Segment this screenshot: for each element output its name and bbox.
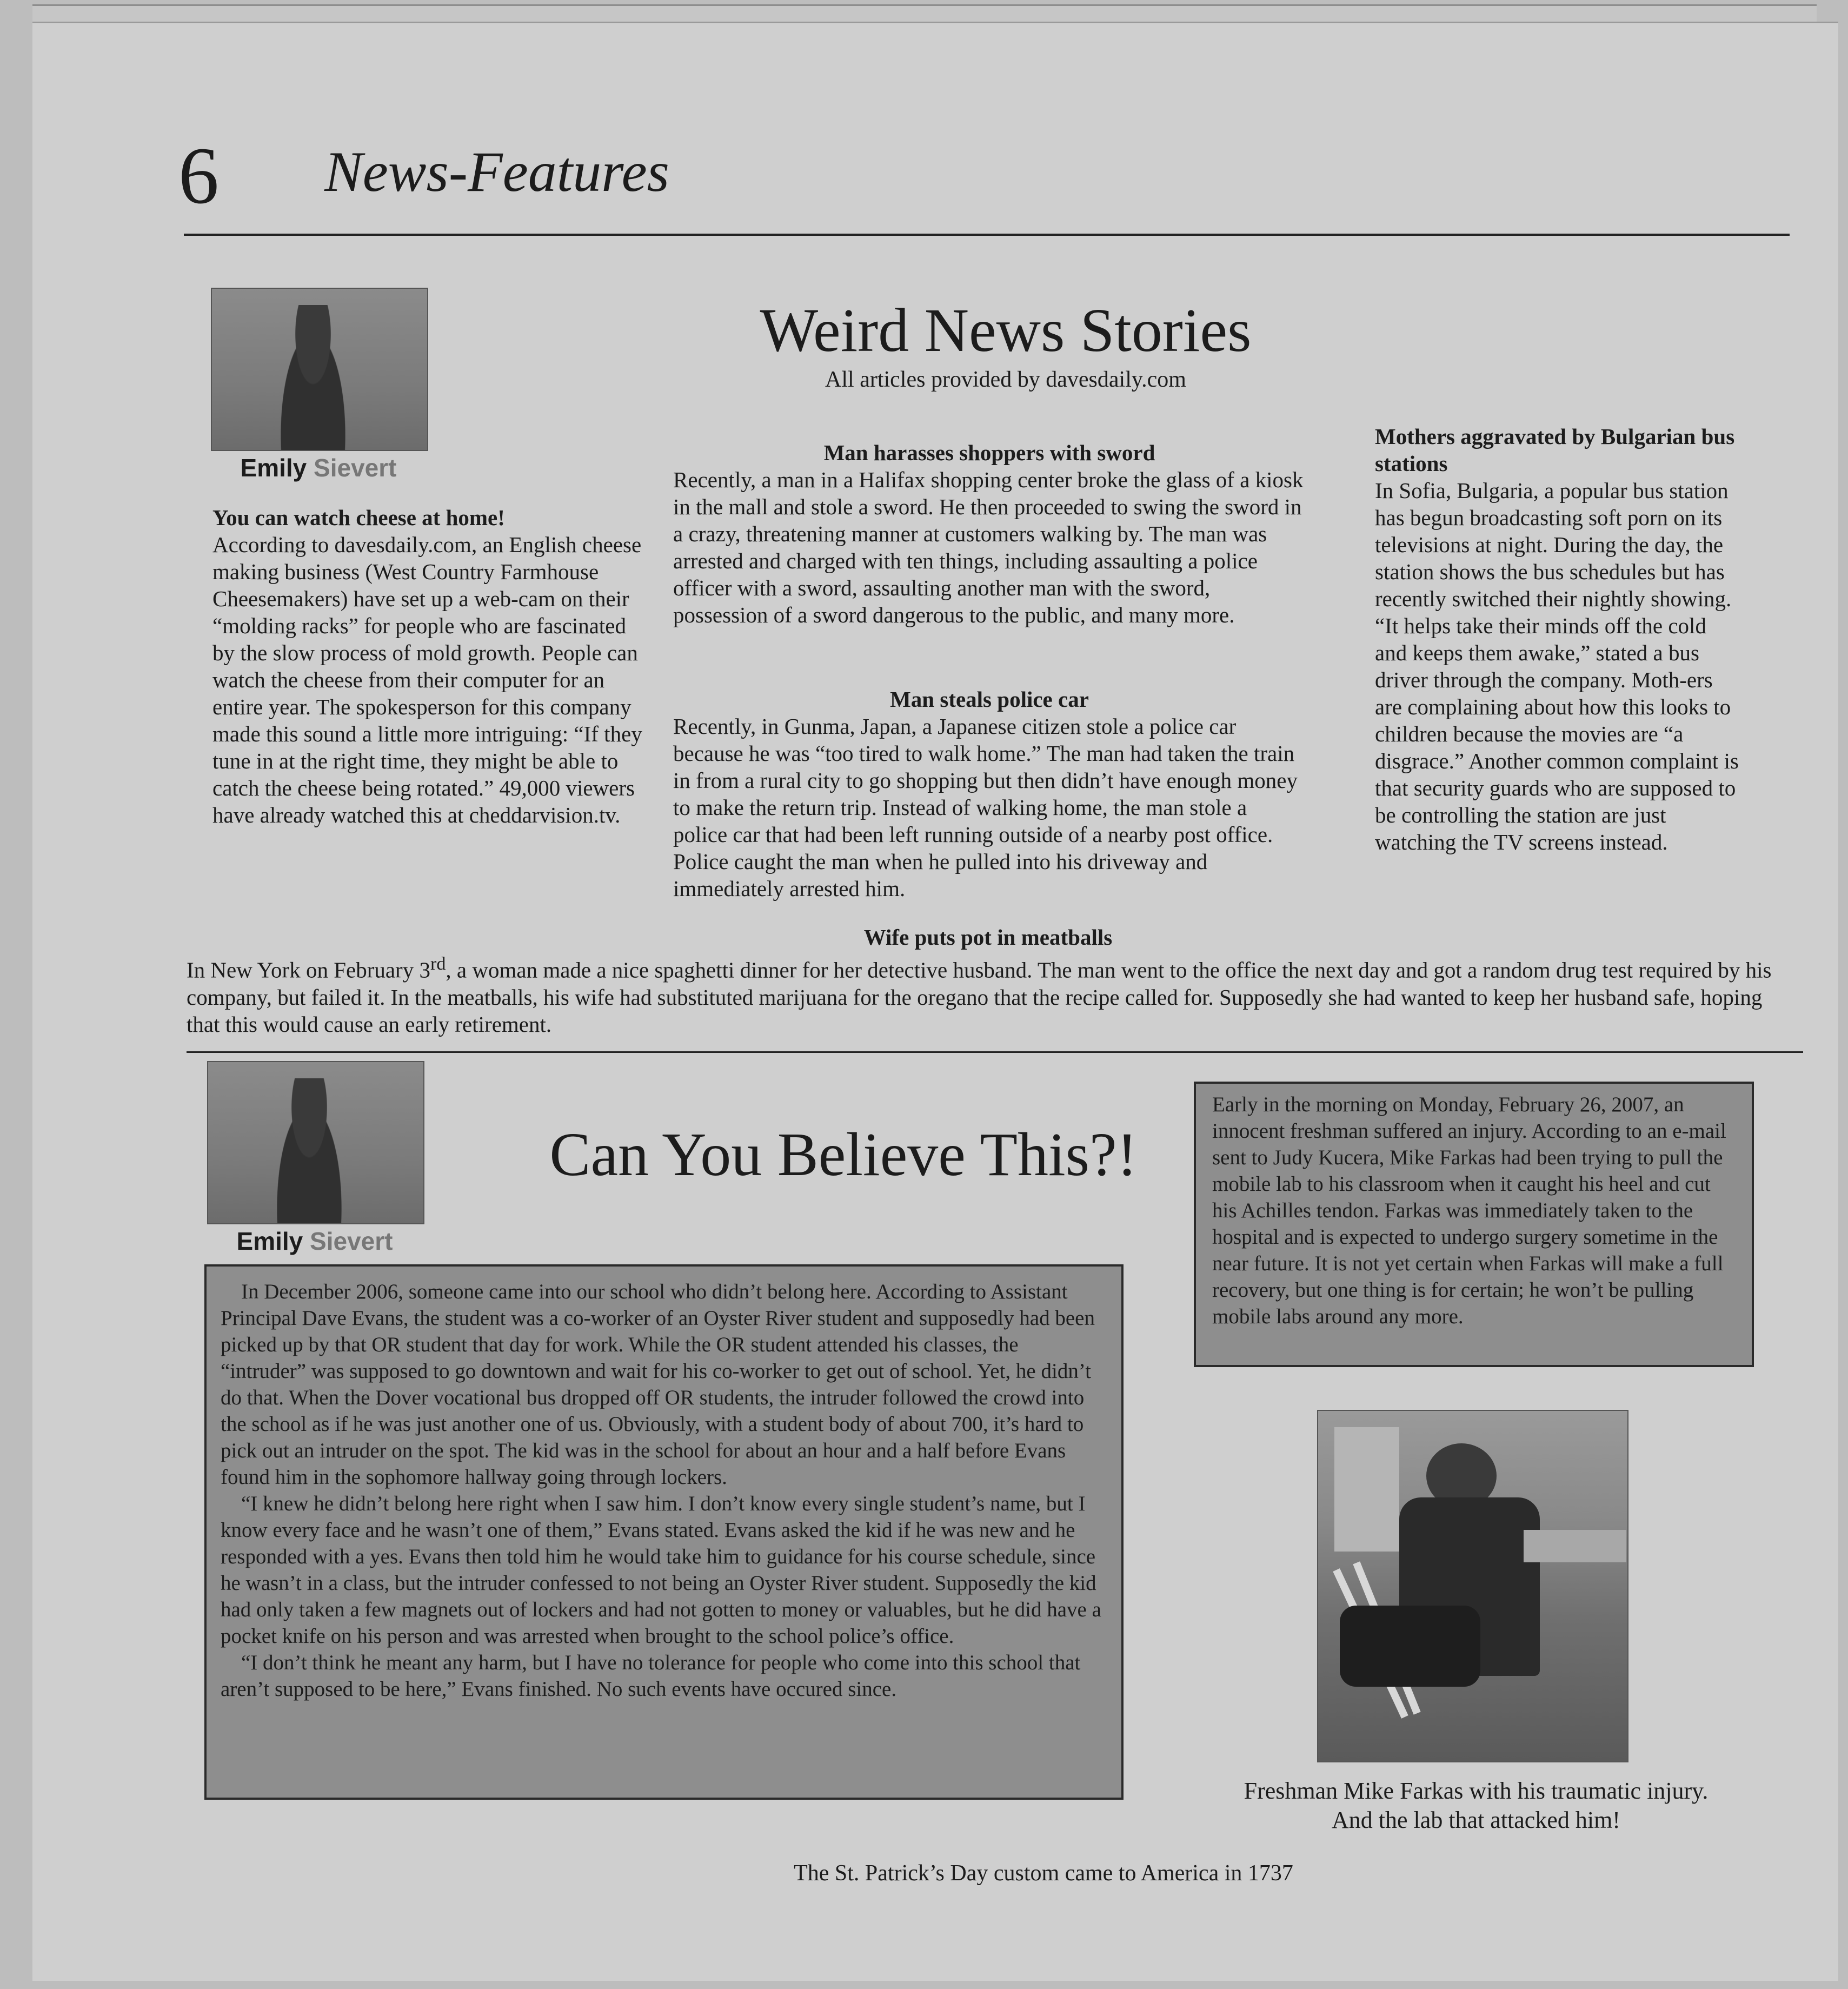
intruder-paragraph-2: “I knew he didn’t belong here right when I saw him. I don’t know every single student’s name, but I know every face and he wasn’t one of them,” Evans stated. Evans asked the kid if he was new and he responded with a yes. Evans then told him he would take him to guidance for his course schedule, since he wasn’t in a class, but the intruder confessed to not being an Oyster River student. Supposedly the kid had only taken a few magnets out of lockers and had not gotten to money or valuables, but he did have a pocket knife on his person and was arrested when brought to the school police’s office. [221,1492,1101,1648]
author-photo [211,288,428,451]
farkas-photo [1317,1410,1628,1762]
photo-caption [1189,1776,1763,1835]
farkas-paragraph: Early in the morning on Monday, February 26, 2007, an innocent freshman suffered an injury. According to an e-mail sent to Judy Kucera, Mike Farkas had been trying to pull the mobile lab to his classroom when it caught his heel and cut his Achilles tendon. Farkas was immediately taken to the hospital and is expected to undergo surgery sometime in the near future. It is not yet certain when Farkas will make a full recovery, but one thing is for certain; he won’t be pulling mobile labs around any more. [1212,1093,1726,1328]
article-sword-body: Recently, a man in a Halifax shopping center broke the glass of a kiosk in the mall and stole a sword. He then proceeded to swing the sword in a crazy, threatening manner at customers walking by. The man was arrested and charged with ten things, including assaulting a police officer with a sword, assaulting another man with the sword, possession of a sword dangerous to the public, and many more. [673,467,1304,627]
intruder-paragraph-3: “I don’t think he meant any harm, but I have no tolerance for people who come into this school that aren’t supposed to be here,” Evans finished. No such events have occured since. [221,1651,1081,1701]
caption-line-1: Freshman Mike Farkas with his traumatic injury. [1244,1778,1709,1804]
intruder-paragraph-1: In December 2006, someone came into our school who didn’t belong here. According to Assistant Principal Dave Evans, the student was a co-worker of an Oyster River student and supposedly had been picked up by that OR student that day for work. While the OR student attended his classes, the “intruder” was supposed to go downtown and wait for his co-worker to get out of school. Yet, he didn’t do that. When the Dover vocational bus dropped off OR students, the intruder followed the crowd into the school as if he was just another one of us. Obviously, with a student body of about 700, it’s hard to pick out an intruder on the spot. The kid was in the school for about an hour and a half before Evans found him in the sophomore hallway going through lockers. [221,1280,1095,1489]
byline-first-name: Emily [240,454,307,482]
article-sword [673,439,1306,628]
article-cheese-heading: You can watch cheese at home! [212,505,505,530]
article-meatballs-heading: Wife puts pot in meatballs [863,925,1113,950]
author-photo-2 [207,1061,424,1224]
footer-fact: The St. Patrick’s Day custom came to America in 1737 [794,1861,1293,1886]
article-bus-body: In Sofia, Bulgaria, a popular bus station has begun broadcasting soft porn on its televisions at night. During the day, the station shows the bus schedules but has recently switched their nightly showing. “It helps take their minds off the cold and keeps them awake,” stated a bus driver through the company. Moth-ers are complaining about how this looks to children because the movies are “a disgrace.” Another common complaint is that security guards who are supposed to be controlling the station are just watching the TV screens instead. [1375,478,1739,854]
article-police-car-heading: Man steals police car [890,687,1089,712]
caption-line-2: And the lab that attacked him! [1332,1807,1620,1833]
farkas-story-box [1194,1082,1754,1367]
article-police-car [673,686,1306,902]
article-cheese-body: According to davesdaily.com, an English cheese making business (West Country Farmhouse Cheesemakers) have set up a web-cam on their “molding racks” for people who are fascinated by the slow process of mold growth. People can watch the cheese from their computer for an entire year. The spokesperson for this company made this sound a little more intriguing: “If they tune in at the right time, they might be able to catch the cheese being rotated.” 49,000 viewers have already watched this at cheddarvision.tv. [212,532,642,827]
page-number: 6 [178,131,219,221]
author-byline-2 [207,1226,422,1256]
article-police-car-body: Recently, in Gunma, Japan, a Japanese citizen stole a police car because he was “too tired to walk home.” The man had taken the train in from a rural city to go shopping but then didn’t have enough money to make the return trip. Instead of walking home, the man stole a police car that had been left running outside of a nearby post office. Police caught the man when he pulled into his driveway and immediately arrested him. [673,714,1298,901]
byline-2-last-name: Sievert [310,1227,393,1255]
meatballs-body-end: , a woman made a nice spaghetti dinner for her detective husband. The man went to the office the next day and got a random drug test required by his company, but failed it. In the meatballs, his wife had substituted marijuana for the oregano that the recipe called for. Supposedly she had wanted to keep her husband safe, hoping that this would cause an early retirement. [187,957,1772,1037]
article-bus-heading: Mothers aggravated by Bulgarian bus stations [1375,424,1735,476]
intruder-story-box [204,1264,1124,1800]
article-meatballs [187,924,1790,1038]
weird-news-title: Weird News Stories [760,296,1252,364]
meatballs-superscript: rd [430,954,446,974]
header-rule [184,234,1790,236]
article-sword-heading: Man harasses shoppers with sword [823,440,1155,465]
article-meatballs-body [187,951,1790,1038]
byline-last-name: Sievert [314,454,397,482]
believe-title: Can You Believe This?! [549,1120,1138,1189]
weird-news-subtitle: All articles provided by davesdaily.com [825,367,1186,392]
author-byline [211,453,426,482]
meatballs-body-start: In New York on February 3 [187,957,430,983]
byline-2-first-name: Emily [236,1227,303,1255]
article-bus [1375,423,1743,856]
article-cheese [212,504,650,828]
section-divider [187,1051,1803,1053]
section-title: News-Features [324,140,669,203]
